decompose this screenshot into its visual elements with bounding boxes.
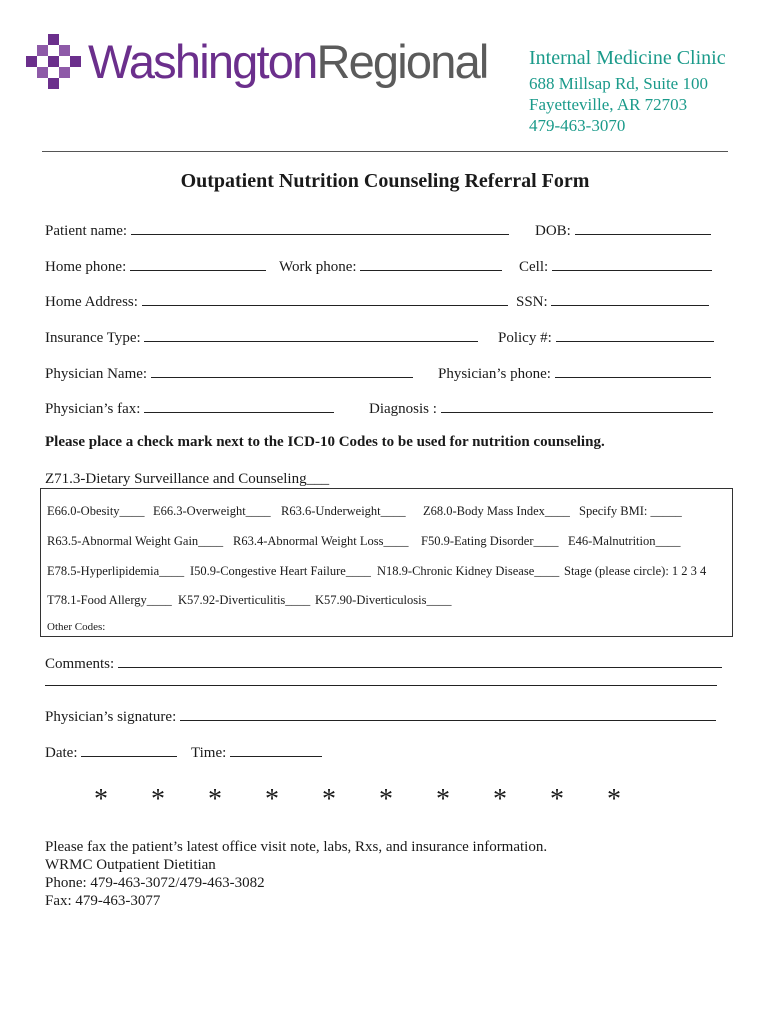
code-option[interactable]: T78.1-Food Allergy____ [47,593,172,607]
code-option[interactable]: R63.4-Abnormal Weight Loss____ [233,534,409,548]
other-codes-field[interactable]: Other Codes: [47,621,106,633]
code-option[interactable]: Z68.0-Body Mass Index____ [423,504,570,518]
washington-regional-logo-icon [26,34,82,92]
physician-phone-field[interactable]: Physician’s phone: [438,365,711,383]
code-option[interactable]: F50.9-Eating Disorder____ [421,534,559,548]
star-glyph: * [94,784,108,815]
logo-wordmark: WashingtonRegional [88,35,488,88]
star-glyph: * [208,784,222,815]
star-glyph: * [151,784,165,815]
clinic-name: Internal Medicine Clinic [529,47,726,69]
icd-instruction: Please place a check mark next to the ICD-10 Codes to be used for nutrition counseling. [45,434,605,450]
code-option[interactable]: K57.92-Diverticulitis____ [178,593,311,607]
star-glyph: * [550,784,564,815]
insurance-type-field[interactable]: Insurance Type: [45,329,478,347]
code-option[interactable]: R63.6-Underweight____ [281,504,406,518]
footer-phone: Phone: 479-463-3072/479-463-3082 [45,875,265,891]
form-title: Outpatient Nutrition Counseling Referral Form [180,170,590,192]
physician-name-field[interactable]: Physician Name: [45,365,413,383]
star-glyph: * [436,784,450,815]
star-glyph: * [322,784,336,815]
star-glyph: * [607,784,621,815]
time-field[interactable]: Time: [191,744,322,762]
clinic-address-line1: 688 Millsap Rd, Suite 100 [529,74,708,93]
clinic-phone: 479-463-3070 [529,116,626,135]
physician-fax-field[interactable]: Physician’s fax: [45,400,334,418]
star-glyph: * [493,784,507,815]
policy-field[interactable]: Policy #: [498,329,714,347]
z71-code-option[interactable]: Z71.3-Dietary Surveillance and Counseling___ [45,471,330,487]
code-option[interactable]: R63.5-Abnormal Weight Gain____ [47,534,224,548]
footer-info [45,838,547,910]
code-option[interactable]: E46-Malnutrition____ [568,534,681,548]
date-field[interactable]: Date: [45,744,177,762]
ssn-field[interactable]: SSN: [516,293,709,311]
physician-signature-field[interactable]: Physician’s signature: [45,708,716,726]
star-glyph: * [265,784,279,815]
star-glyph: * [379,784,393,815]
bmi-field[interactable]: Specify BMI: _____ [579,504,682,518]
home-address-field[interactable]: Home Address: [45,293,508,311]
code-option[interactable]: E78.5-Hyperlipidemia____ [47,564,185,578]
patient-name-field[interactable]: Patient name: [45,222,509,240]
home-phone-field[interactable]: Home phone: [45,258,266,276]
icd-codes-box [40,488,733,637]
code-option[interactable]: I50.9-Congestive Heart Failure____ [190,564,371,578]
footer-fax: Fax: 479-463-3077 [45,893,161,909]
comments-extra-line [45,685,717,686]
code-option[interactable]: E66.0-Obesity____ [47,504,145,518]
code-option[interactable]: K57.90-Diverticulosis____ [315,593,452,607]
code-option[interactable]: N18.9-Chronic Kidney Disease____ [377,564,560,578]
cell-field[interactable]: Cell: [519,258,712,276]
dob-field[interactable]: DOB: [535,222,711,240]
code-option[interactable]: E66.3-Overweight____ [153,504,271,518]
diagnosis-field[interactable]: Diagnosis : [369,400,713,418]
footer-dietitian: WRMC Outpatient Dietitian [45,857,216,873]
work-phone-field[interactable]: Work phone: [279,258,502,276]
stage-circle-field[interactable]: Stage (please circle): 1 2 3 4 [564,564,707,578]
comments-field[interactable]: Comments: [45,655,722,673]
clinic-address-line2: Fayetteville, AR 72703 [529,95,688,114]
footer-fax-instruction: Please fax the patient’s latest office visit note, labs, Rxs, and insurance information. [45,839,548,855]
header-divider [42,151,728,152]
